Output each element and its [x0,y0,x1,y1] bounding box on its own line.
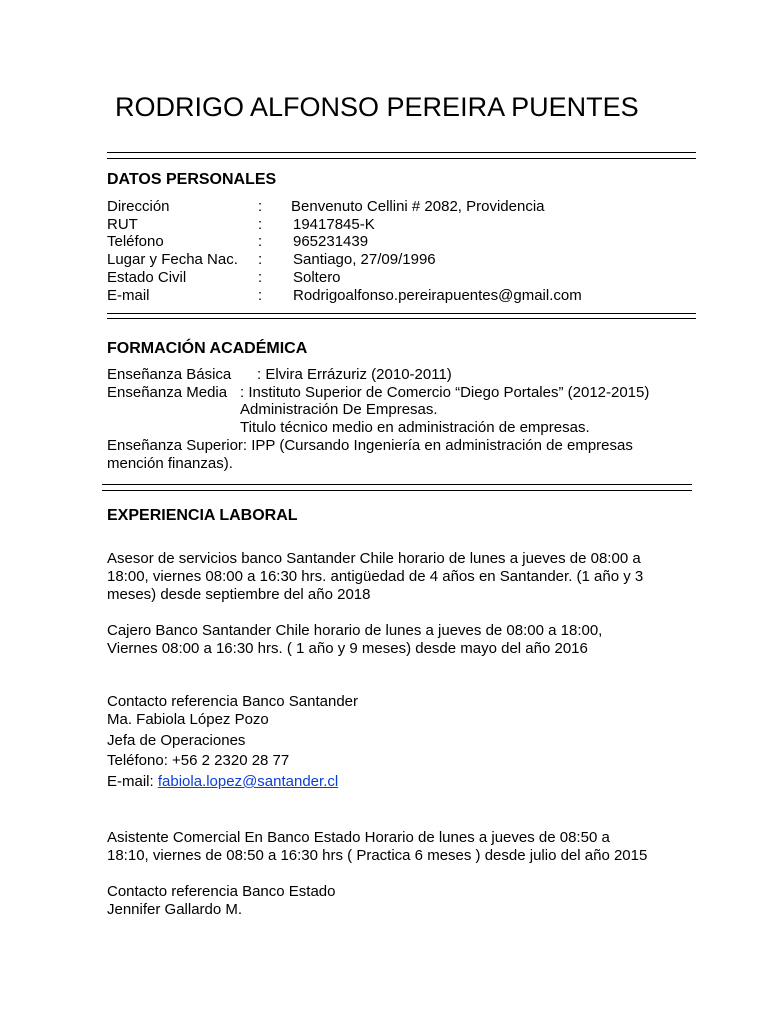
reference-phone: Teléfono: +56 2 2320 28 77 [107,752,290,769]
field-label: Dirección [107,198,170,215]
field-separator: : [258,233,263,250]
field-label: Estado Civil [107,269,187,286]
field-label: E-mail [107,287,150,304]
education-media-label: Enseñanza Media [107,384,228,401]
education-media [107,384,650,402]
section-heading-experience: EXPERIENCIA LABORAL [107,507,298,524]
reference-email [107,773,338,791]
field-value: 19417845-K [293,216,375,233]
reference-title: Contacto referencia Banco Estado [107,883,336,900]
field-value: Rodrigoalfonso.pereirapuentes@gmail.com [293,287,582,304]
reference-person: Ma. Fabiola López Pozo [107,711,269,728]
field-label: Lugar y Fecha Nac. [107,251,238,268]
field-separator: : [258,251,263,268]
education-basica-value: : Elvira Errázuriz (2010-2011) [257,366,452,383]
reference-email-link[interactable]: fabiola.lopez@santander.cl [157,773,339,790]
section-heading-education: FORMACIÓN ACADÉMICA [107,340,308,357]
divider-line [107,313,696,314]
job-entry-line: Asistente Comercial En Banco Estado Horario de lunes a jueves de 08:50 a [107,829,610,846]
reference-person: Jennifer Gallardo M. [107,901,243,918]
field-separator: : [258,269,263,286]
education-basica-label: Enseñanza Básica [107,366,232,383]
divider-line [107,152,696,153]
field-value: Benvenuto Cellini # 2082, Providencia [291,198,545,215]
job-entry-line: Asesor de servicios banco Santander Chile horario de lunes a jueves de 08:00 a [107,550,641,567]
field-label: Teléfono [107,233,164,250]
job-entry-line: 18:10, viernes de 08:50 a 16:30 hrs ( Practica 6 meses ) desde julio del año 2015 [107,847,648,864]
education-superior: mención finanzas). [107,455,233,472]
field-separator: : [258,216,263,233]
field-separator: : [258,198,263,215]
education-media-line: Administración De Empresas. [240,401,438,418]
job-entry-line: Cajero Banco Santander Chile horario de lunes a jueves de 08:00 a 18:00, [107,622,603,639]
field-value: Soltero [293,269,341,286]
divider-line [102,484,692,485]
reference-role: Jefa de Operaciones [107,732,246,749]
education-media-value: : Instituto Superior de Comercio “Diego Portales” (2012-2015) [240,384,650,401]
education-superior: Enseñanza Superior: IPP (Cursando Ingeniería en administración de empresas [107,437,633,454]
candidate-name: RODRIGO ALFONSO PEREIRA PUENTES [115,92,639,122]
reference-email-label: E-mail: [107,773,158,790]
reference-title: Contacto referencia Banco Santander [107,693,358,710]
field-separator: : [258,287,263,304]
field-value: 965231439 [293,233,369,250]
job-entry-line: meses) desde septiembre del año 2018 [107,586,371,603]
education-media-line: Titulo técnico medio en administración de empresas. [240,419,590,436]
divider-line [102,490,692,491]
divider-line [107,318,696,319]
field-label: RUT [107,216,138,233]
field-value: Santiago, 27/09/1996 [293,251,436,268]
job-entry-line: 18:00, viernes 08:00 a 16:30 hrs. antigüedad de 4 años en Santander. (1 año y 3 [107,568,644,585]
divider-line [107,158,696,159]
section-heading-personal: DATOS PERSONALES [107,171,277,188]
job-entry-line: Viernes 08:00 a 16:30 hrs. ( 1 año y 9 meses) desde mayo del año 2016 [107,640,588,657]
education-basica [107,366,452,384]
